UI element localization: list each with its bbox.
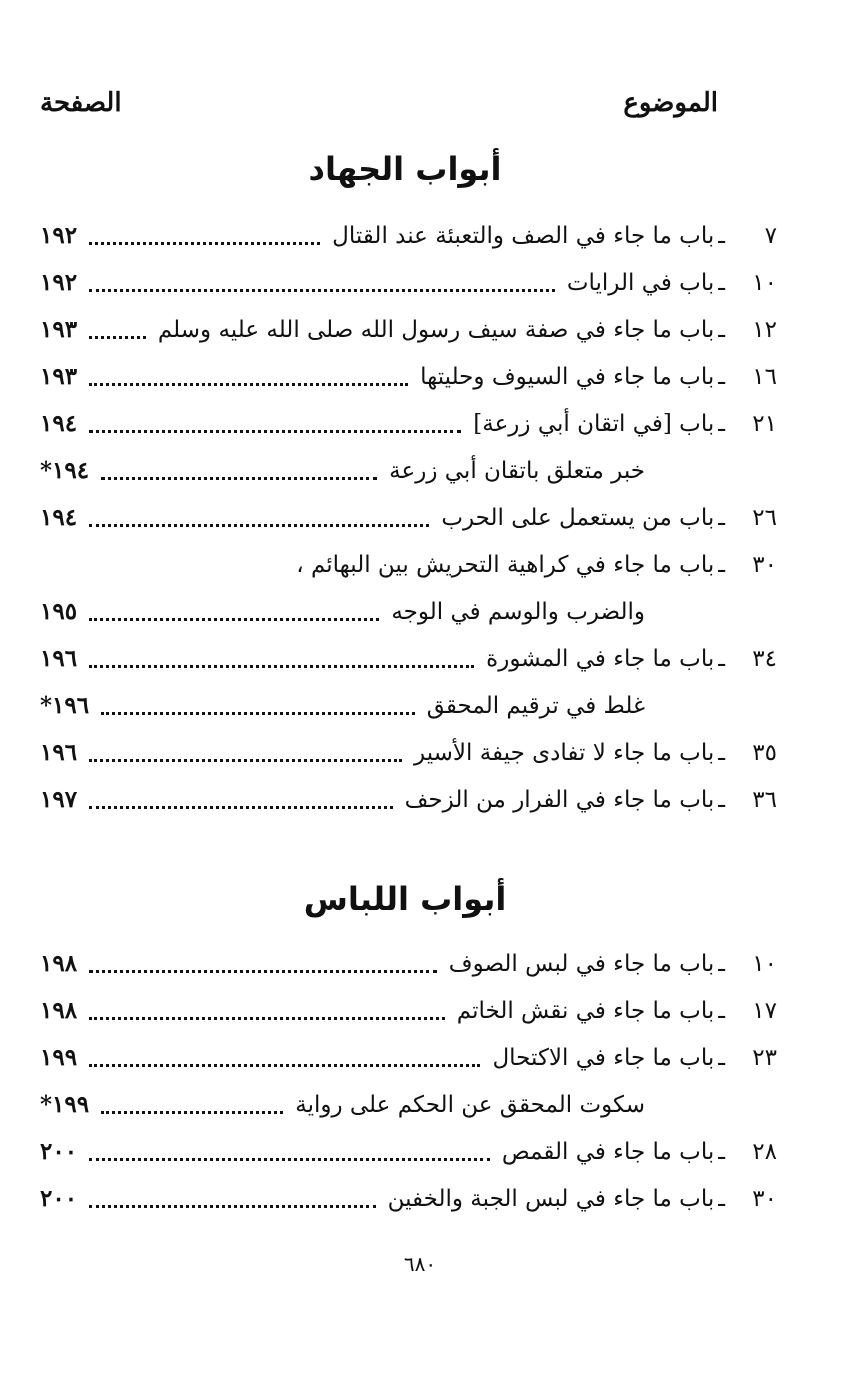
- dot-leader: [101, 1110, 283, 1114]
- entry-title: باب ما جاء في نقش الخاتم: [456, 997, 715, 1024]
- entry-number: ٣٠: [752, 1185, 777, 1212]
- dot-leader: [89, 1016, 445, 1020]
- dot-leader: [89, 664, 474, 668]
- section-title-clothing: أبواب اللباس: [303, 880, 507, 918]
- entry-title: باب ما جاء في صفة سيف رسول الله صلى الله عليه وسلم: [157, 316, 715, 343]
- entry-dash: ـ: [718, 504, 725, 531]
- entry-dash: ـ: [718, 950, 725, 977]
- entry-dash: ـ: [718, 1185, 725, 1212]
- dot-leader: [89, 758, 402, 762]
- entry-page: ١٩٧: [40, 786, 78, 813]
- toc-entry: [40, 259, 777, 306]
- toc-subentry: [40, 1081, 777, 1128]
- entry-title: باب ما جاء في الصف والتعبئة عند القتال: [332, 222, 715, 249]
- entry-title: باب ما جاء في القمص: [501, 1138, 715, 1165]
- entry-dash: ـ: [718, 222, 725, 249]
- toc-list-clothing: [40, 940, 777, 1222]
- entry-dash: ـ: [718, 645, 725, 672]
- entry-title: باب ما جاء في لبس الصوف: [448, 950, 715, 977]
- toc-entry: [40, 940, 777, 987]
- dot-leader: [101, 476, 377, 480]
- topic-column-header: الموضوع: [623, 88, 718, 118]
- toc-continuation: [40, 588, 777, 635]
- entry-dash: ـ: [718, 1044, 725, 1071]
- entry-title: والضرب والوسم في الوجه: [391, 598, 645, 625]
- entry-page: ١٩٨: [40, 997, 78, 1024]
- entry-dash: ـ: [718, 269, 725, 296]
- entry-dash: ـ: [718, 363, 725, 390]
- dot-leader: [89, 1204, 376, 1208]
- toc-entry: [40, 353, 777, 400]
- dot-leader: [89, 1063, 480, 1067]
- entry-dash: ـ: [718, 551, 725, 578]
- dot-leader: [89, 969, 437, 973]
- entry-page: ١٩٤: [40, 410, 78, 437]
- toc-entry: [40, 1034, 777, 1081]
- toc-entry: [40, 776, 777, 823]
- toc-entry: [40, 212, 777, 259]
- entry-title: باب من يستعمل على الحرب: [441, 504, 715, 531]
- entry-number: ٢١: [752, 410, 777, 437]
- entry-page: ١٩٢: [40, 222, 78, 249]
- dot-leader: [101, 711, 415, 715]
- entry-page: ١٩٦*: [40, 692, 90, 719]
- entry-number: ٣٥: [752, 739, 777, 766]
- entry-number: ٢٨: [752, 1138, 777, 1165]
- entry-number: ٣٦: [752, 786, 777, 813]
- entry-dash: ـ: [718, 316, 725, 343]
- entry-page: ٢٠٠: [40, 1138, 78, 1165]
- entry-dash: ـ: [718, 739, 725, 766]
- dot-leader: [89, 1157, 490, 1161]
- toc-entry: [40, 987, 777, 1034]
- entry-page: ١٩٤*: [40, 457, 90, 484]
- entry-title: باب ما جاء في الفرار من الزحف: [404, 786, 715, 813]
- toc-entry: [40, 1175, 777, 1222]
- dot-leader: [89, 382, 408, 386]
- page-column-header: الصفحة: [40, 88, 122, 118]
- entry-page: ١٩٢: [40, 269, 78, 296]
- toc-entry: [40, 635, 777, 682]
- entry-title: باب في الرايات: [566, 269, 715, 296]
- entry-dash: ـ: [718, 786, 725, 813]
- entry-number: ١٧: [752, 997, 777, 1024]
- entry-page: ١٩٤: [40, 504, 78, 531]
- entry-dash: ـ: [718, 1138, 725, 1165]
- page-number: ٦٨٠: [403, 1252, 437, 1276]
- entry-title: باب ما جاء لا تفادى جيفة الأسير: [414, 739, 715, 766]
- entry-page: ١٩٣: [40, 316, 78, 343]
- toc-entry: [40, 729, 777, 776]
- entry-page: ٢٠٠: [40, 1185, 78, 1212]
- toc-subentry: [40, 682, 777, 729]
- entry-number: ٣٠: [752, 551, 777, 578]
- dot-leader: [89, 523, 429, 527]
- entry-number: ١٠: [752, 950, 777, 977]
- entry-number: ١٦: [752, 363, 777, 390]
- entry-page: ١٩٨: [40, 950, 78, 977]
- entry-dash: ـ: [718, 410, 725, 437]
- entry-title: باب ما جاء في كراهية التحريش بين البهائم ،: [296, 551, 715, 578]
- entry-page: ١٩٥: [40, 598, 78, 625]
- entry-page: ١٩٩*: [40, 1091, 90, 1118]
- dot-leader: [89, 335, 146, 339]
- entry-title: باب ما جاء في الاكتحال: [492, 1044, 715, 1071]
- entry-page: ١٩٦: [40, 739, 78, 766]
- toc-subentry: [40, 447, 777, 494]
- entry-number: ٣٤: [752, 645, 777, 672]
- dot-leader: [89, 288, 555, 292]
- entry-dash: ـ: [718, 997, 725, 1024]
- entry-title: غلط في ترقيم المحقق: [426, 692, 645, 719]
- entry-title: سكوت المحقق عن الحكم على رواية: [295, 1091, 645, 1118]
- entry-number: ١٠: [752, 269, 777, 296]
- entry-title: باب [في اتقان أبي زرعة]: [473, 410, 715, 437]
- entry-page: ١٩٣: [40, 363, 78, 390]
- entry-number: ١٢: [752, 316, 777, 343]
- entry-number: ٢٣: [752, 1044, 777, 1071]
- toc-entry: [40, 1128, 777, 1175]
- entry-page: ١٩٦: [40, 645, 78, 672]
- toc-entry: [40, 400, 777, 447]
- dot-leader: [89, 617, 379, 621]
- section-title-jihad: أبواب الجهاد: [308, 150, 502, 188]
- toc-list-jihad: [40, 212, 777, 823]
- entry-title: باب ما جاء في لبس الجبة والخفين: [387, 1185, 715, 1212]
- toc-entry: [40, 306, 777, 353]
- dot-leader: [89, 429, 461, 433]
- toc-entry: [40, 494, 777, 541]
- entry-number: ٢٦: [752, 504, 777, 531]
- dot-leader: [89, 805, 393, 809]
- entry-title: باب ما جاء في المشورة: [486, 645, 715, 672]
- entry-page: ١٩٩: [40, 1044, 78, 1071]
- entry-number: ٧: [764, 222, 777, 249]
- entry-title: باب ما جاء في السيوف وحليتها: [420, 363, 715, 390]
- dot-leader: [89, 241, 320, 245]
- entry-title: خبر متعلق باتقان أبي زرعة: [389, 457, 645, 484]
- toc-entry: [40, 541, 777, 588]
